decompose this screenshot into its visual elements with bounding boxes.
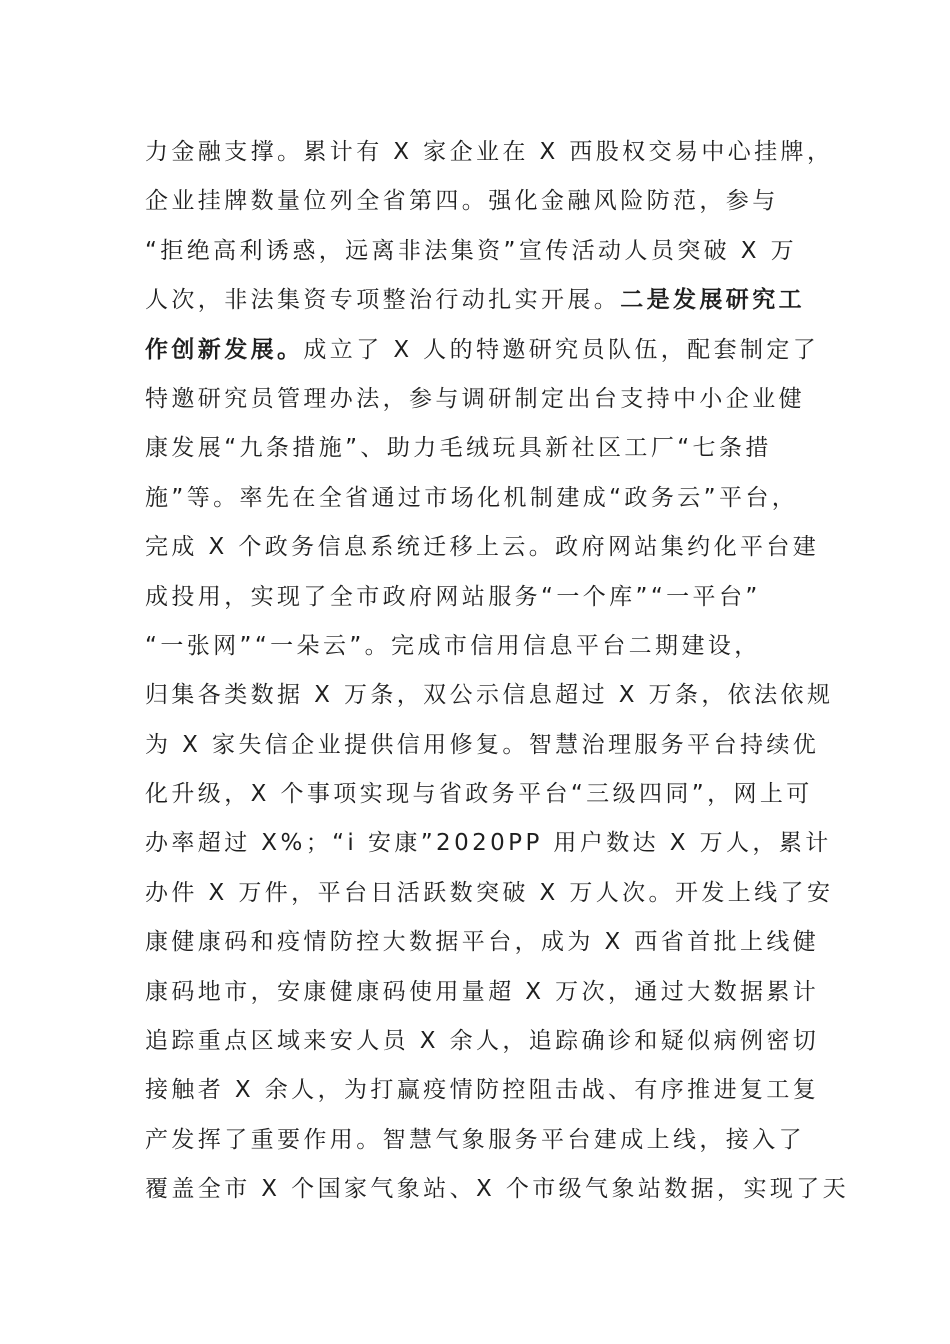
text-line [145, 573, 845, 622]
text-segment: 人次，非法集资专项整治行动扎实开展。 [145, 287, 621, 314]
text-line [145, 326, 845, 375]
text-segment: “拒绝高利诱惑，远离非法集资”宣传活动人员突破 X 万 [145, 237, 798, 264]
text-line [145, 671, 845, 720]
text-line [145, 128, 845, 177]
text-segment: 施”等。率先在全省通过市场化机制建成“政务云”平台， [145, 484, 799, 511]
text-line [145, 474, 845, 523]
text-segment: 追踪重点区域来安人员 X 余人，追踪确诊和疑似病例密切 [145, 1028, 820, 1055]
text-segment: 接触者 X 余人，为打赢疫情防控阻击战、有序推进复工复 [145, 1077, 820, 1104]
text-segment: 康码地市，安康健康码使用量超 X 万次，通过大数据累计 [145, 978, 820, 1005]
text-segment: 成投用，实现了全市政府网站服务“一个库”“一平台” [145, 583, 761, 610]
text-line [145, 523, 845, 572]
text-line [145, 1066, 845, 1115]
text-segment: 特邀研究员管理办法，参与调研制定出台支持中小企业健 [145, 385, 805, 412]
text-segment: 办率超过 X%；“i 安康”2020PP 用户数达 X 万人，累计 [145, 830, 832, 857]
text-segment: 康发展“九条措施”、助力毛绒玩具新社区工厂“七条措 [145, 435, 772, 462]
text-segment: 化升级，X 个事项实现与省政务平台“三级四同”，网上可 [145, 781, 813, 808]
text-segment: 产发挥了重要作用。智慧气象服务平台建成上线，接入了 [145, 1126, 805, 1153]
text-line [145, 227, 845, 276]
text-line [145, 375, 845, 424]
bold-heading-text: 作创新发展。 [145, 336, 304, 363]
text-line [145, 968, 845, 1017]
text-line [145, 819, 845, 868]
text-line [145, 276, 845, 325]
text-line [145, 177, 845, 226]
text-segment: 办件 X 万件，平台日活跃数突破 X 万人次。开发上线了安 [145, 879, 834, 906]
text-line [145, 869, 845, 918]
text-line [145, 1116, 845, 1165]
text-segment: 为 X 家失信企业提供信用修复。智慧治理服务平台持续优 [145, 731, 820, 758]
text-line [145, 1017, 845, 1066]
text-segment: 完成 X 个政务信息系统迁移上云。政府网站集约化平台建 [145, 534, 820, 561]
text-segment: 归集各类数据 X 万条，双公示信息超过 X 万条，依法依规 [145, 682, 834, 709]
text-line [145, 1165, 850, 1214]
text-segment: 康健康码和疫情防控大数据平台，成为 X 西省首批上线健 [145, 929, 820, 956]
text-segment: 力金融支撑。累计有 X 家企业在 X 西股权交易中心挂牌， [145, 139, 834, 165]
text-segment: “一张网”“一朵云”。完成市信用信息平台二期建设， [145, 632, 761, 659]
text-line [145, 918, 845, 967]
text-line [145, 424, 845, 473]
text-line [145, 622, 845, 671]
text-segment: 企业挂牌数量位列全省第四。强化金融风险防范，参与 [145, 188, 779, 215]
bold-heading-text: 二是发展研究工 [620, 287, 806, 314]
text-segment: 覆盖全市 X 个国家气象站、X 个市级气象站数据，实现了天 [145, 1176, 850, 1203]
text-line [145, 721, 845, 770]
body-text [145, 128, 850, 1215]
text-line [145, 770, 845, 819]
text-segment: 成立了 X 人的特邀研究员队伍，配套制定了 [303, 336, 820, 363]
